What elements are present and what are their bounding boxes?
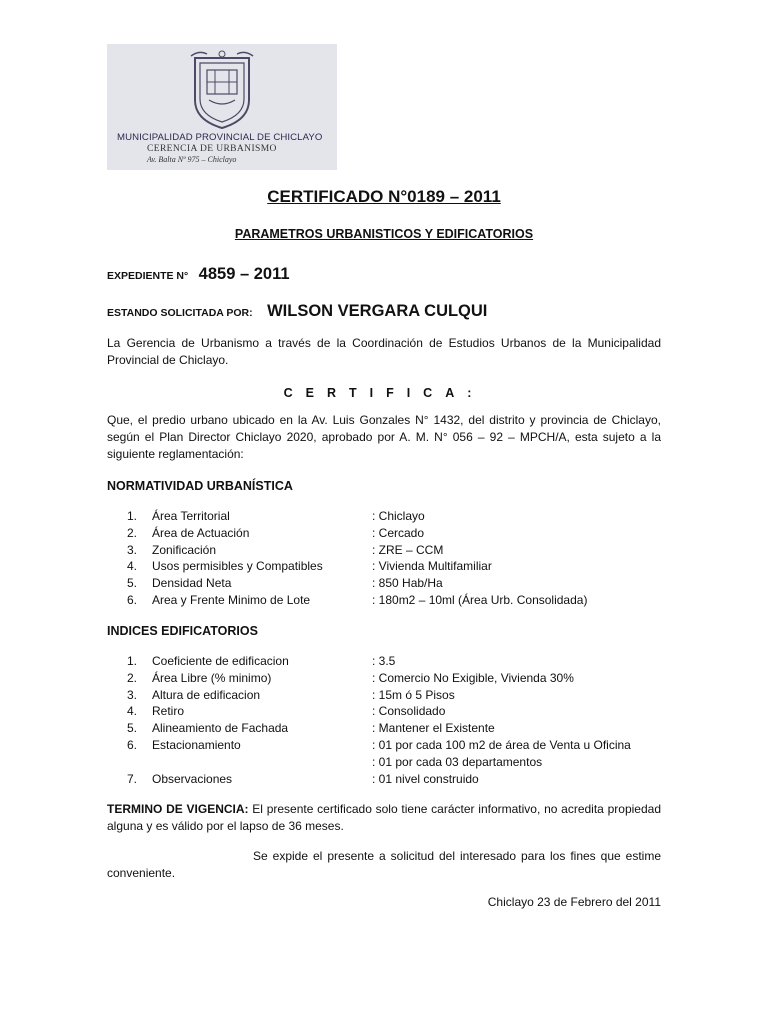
- list-item: [127, 653, 667, 670]
- item-value: : 15m ó 5 Pisos: [372, 687, 455, 702]
- solicitante-label: ESTANDO SOLICITADA POR:: [107, 307, 253, 319]
- item-value: : 850 Hab/Ha: [372, 576, 443, 591]
- item-number: 1.: [127, 654, 138, 668]
- item-value: : Consolidado: [372, 704, 446, 719]
- item-value: : Mantener el Existente: [372, 721, 495, 736]
- item-label: Area y Frente Minimo de Lote: [152, 592, 311, 607]
- list-item: [127, 720, 667, 737]
- item-value: : ZRE – CCM: [372, 542, 444, 557]
- vigencia-text: El presente certificado solo tiene carácter informativo, no acredita propiedad alguna y es válido por el lapso de 36 meses.: [107, 802, 661, 833]
- list-item: [127, 670, 667, 687]
- item-value: : 3.5: [372, 654, 396, 668]
- item-number: 6.: [127, 737, 138, 752]
- expediente-value: 4859 – 2011: [198, 265, 290, 283]
- item-number: 4.: [127, 704, 138, 719]
- list-item: [127, 508, 667, 525]
- item-number: 6.: [127, 592, 138, 607]
- item-number: 1.: [127, 509, 138, 523]
- item-value: : Vivienda Multifamiliar: [372, 559, 492, 574]
- item-value: : 180m2 – 10ml (Área Urb. Consolidada): [372, 592, 588, 607]
- item-value: : Comercio No Exigible, Vivienda 30%: [372, 670, 574, 685]
- certificate-title: CERTIFICADO N°0189 – 2011: [267, 187, 501, 206]
- list-item: [127, 687, 667, 704]
- item-label: Usos permisibles y Compatibles: [152, 559, 323, 574]
- letterhead-org: MUNICIPALIDAD PROVINCIAL DE CHICLAYO: [117, 132, 323, 143]
- item-value: : 01 por cada 03 departamentos: [372, 754, 543, 769]
- body-paragraph: Que, el predio urbano ubicado en la Av. Luis Gonzales N° 1432, del distrito y provincia de Chiclayo, según el Plan Director Chiclayo 2020, aprobado por A. M. N° 056 – 92 – MPCH/A, esta sujeto a la siguiente reglamentación:: [107, 413, 661, 461]
- vigencia-label: TERMINO DE VIGENCIA:: [107, 802, 249, 816]
- item-label: Área Libre (% minimo): [152, 670, 272, 685]
- solicitante-row: [107, 302, 487, 321]
- item-label: Observaciones: [152, 771, 233, 786]
- vigencia-paragraph: [107, 801, 661, 835]
- list-item: [127, 771, 667, 788]
- item-value: : 01 nivel construido: [372, 771, 479, 786]
- item-value: : Chiclayo: [372, 509, 425, 523]
- item-number: 7.: [127, 771, 138, 786]
- solicitante-value: WILSON VERGARA CULQUI: [267, 302, 488, 320]
- list-item: [127, 542, 667, 559]
- item-label: Densidad Neta: [152, 576, 232, 591]
- item-number: 2.: [127, 525, 138, 540]
- item-value: : Cercado: [372, 525, 425, 540]
- intro-paragraph: La Gerencia de Urbanismo a través de la Coordinación de Estudios Urbanos de la Municipalidad Provincial de Chiclayo.: [107, 336, 661, 367]
- item-label: Retiro: [152, 704, 185, 719]
- normatividad-title: NORMATIVIDAD URBANÍSTICA: [107, 479, 293, 493]
- item-number: 5.: [127, 721, 138, 736]
- letterhead: [107, 44, 337, 170]
- issue-date: Chiclayo 23 de Febrero del 2011: [487, 895, 661, 909]
- item-number: 3.: [127, 687, 138, 702]
- list-item: [127, 754, 667, 771]
- item-number: 5.: [127, 576, 138, 591]
- list-item: [127, 558, 667, 575]
- normatividad-list: [127, 508, 667, 609]
- certificate-subtitle: PARAMETROS URBANISTICOS Y EDIFICATORIOS: [234, 227, 534, 241]
- list-item: [127, 703, 667, 720]
- list-item: [127, 525, 667, 542]
- certifica-heading: CERTIFICA:: [283, 386, 485, 400]
- expediente-label: EXPEDIENTE N°: [107, 270, 189, 282]
- list-item: [127, 575, 667, 592]
- list-item: [127, 592, 667, 609]
- letterhead-dept: CERENCIA DE URBANISMO: [147, 144, 277, 154]
- item-label: Altura de edificacion: [152, 687, 261, 702]
- expediente-row: [107, 265, 290, 284]
- item-value: : 01 por cada 100 m2 de área de Venta u Oficina: [372, 737, 631, 752]
- item-number: 3.: [127, 542, 138, 557]
- municipal-coat-of-arms-icon: [189, 48, 255, 130]
- item-label: Área de Actuación: [152, 525, 250, 540]
- indices-list: [127, 653, 667, 787]
- item-label: Área Territorial: [152, 509, 230, 523]
- letterhead-address: Av. Balta Nº 975 – Chiclayo: [147, 155, 237, 164]
- expide-paragraph: Se expide el presente a solicitud del interesado para los fines que estime conveniente.: [107, 849, 661, 880]
- item-label: Estacionamiento: [152, 737, 241, 752]
- item-label: Alineamiento de Fachada: [152, 721, 289, 736]
- list-item: [127, 737, 667, 754]
- item-number: 2.: [127, 670, 138, 685]
- item-number: 4.: [127, 559, 138, 574]
- item-label: Zonificación: [152, 542, 217, 557]
- item-label: Coeficiente de edificacion: [152, 654, 289, 668]
- indices-title: INDICES EDIFICATORIOS: [107, 624, 258, 638]
